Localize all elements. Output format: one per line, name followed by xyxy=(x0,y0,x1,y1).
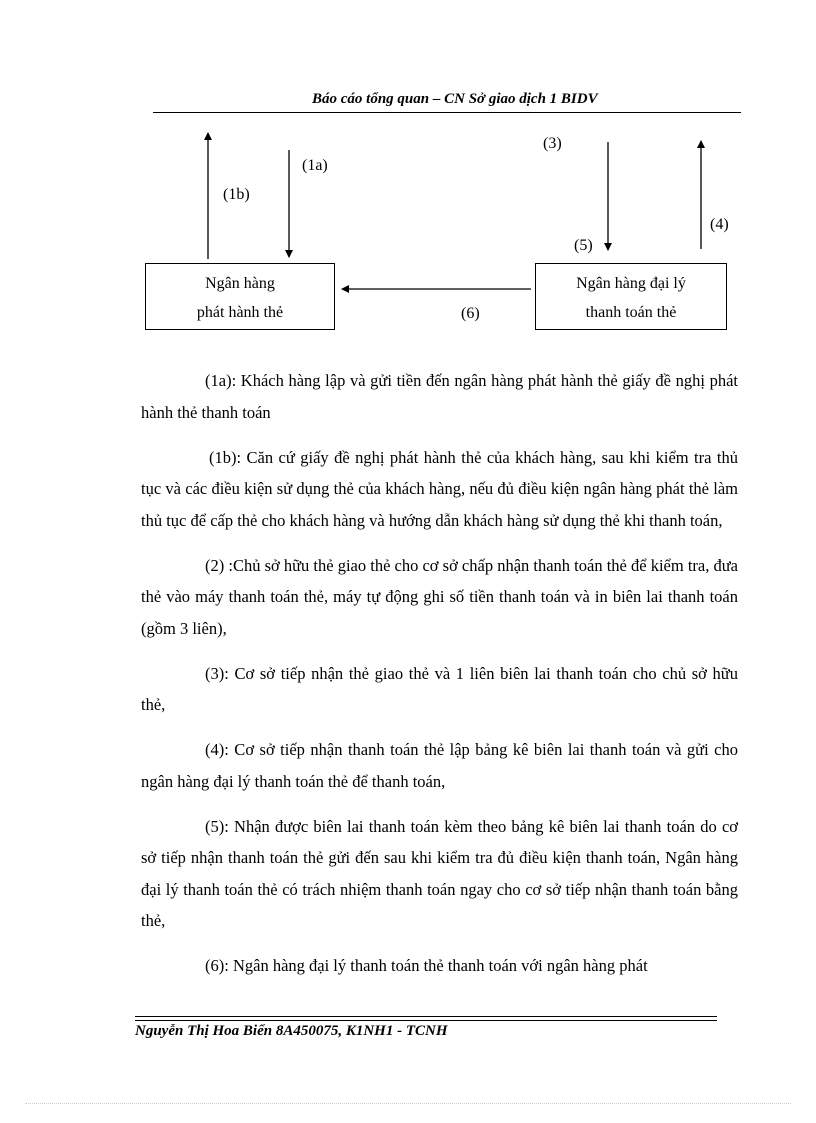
label-4: (4) xyxy=(710,216,729,233)
label-1b: (1b) xyxy=(223,186,250,203)
footer-rule-bottom xyxy=(135,1020,717,1021)
paragraph-5: (5): Nhận được biên lai thanh toán kèm theo bảng kê biên lai thanh toán do cơ sở tiếp nhận thanh toán thẻ gửi đến sau khi kiểm tra đủ điều kiện thanh toán, Ngân hàng đại lý thanh toán thẻ có trách nhiệm thanh toán ngay cho cơ sở tiếp nhận thanh toán bằng thẻ, xyxy=(141,816,738,930)
label-1a: (1a) xyxy=(302,157,328,174)
label-3: (3) xyxy=(543,135,562,152)
label-5: (5) xyxy=(574,237,593,254)
paragraph-4: (4): Cơ sở tiếp nhận thanh toán thẻ lập bảng kê biên lai thanh toán và gửi cho ngân hàng đại lý thanh toán thẻ để thanh toán, xyxy=(141,740,738,791)
paragraph-1a: (1a): Khách hàng lập và gửi tiền đến ngân hàng phát hành thẻ giấy đề nghị phát hành thẻ thanh toán xyxy=(141,371,738,422)
paragraph-1b: (1b): Căn cứ giấy đề nghị phát hành thẻ của khách hàng, sau khi kiểm tra thủ tục và các điều kiện sử dụng thẻ của khách hàng, nếu đủ điều kiện ngân hàng phát thẻ làm thủ tục để cấp thẻ cho khách hàng và hướng dẫn khách hàng sử dụng thẻ khi thanh toán, xyxy=(141,447,738,530)
agent-bank-line2: thanh toán thẻ xyxy=(585,304,677,321)
paragraph-2: (2) :Chủ sở hữu thẻ giao thẻ cho cơ sở chấp nhận thanh toán thẻ để kiểm tra, đưa thẻ vào máy thanh toán thẻ, máy tự động ghi số tiền thanh toán và in biên lai thanh toán (gồm 3 liên), xyxy=(141,555,738,638)
issuer-bank-box xyxy=(145,263,335,330)
page-footer-author: Nguyễn Thị Hoa Biển 8A450075, K1NH1 - TCNH xyxy=(135,1023,448,1039)
paragraph-3: (3): Cơ sở tiếp nhận thẻ giao thẻ và 1 liên biên lai thanh toán cho chủ sở hữu thẻ, xyxy=(141,663,738,714)
card-payment-flow-diagram xyxy=(0,0,816,340)
page-header-title: Báo cáo tổng quan – CN Sở giao dịch 1 BIDV xyxy=(312,91,598,107)
page-bottom-edge xyxy=(25,1103,791,1104)
agent-bank-line1: Ngân hàng đại lý xyxy=(576,275,686,292)
agent-bank-box xyxy=(535,263,727,330)
footer-rule-top xyxy=(135,1016,717,1017)
issuer-bank-line2: phát hành thẻ xyxy=(196,304,284,321)
label-6: (6) xyxy=(461,305,480,322)
issuer-bank-line1: Ngân hàng xyxy=(205,275,275,292)
body-text xyxy=(141,365,738,995)
paragraph-6: (6): Ngân hàng đại lý thanh toán thẻ thanh toán với ngân hàng phát xyxy=(205,956,648,975)
